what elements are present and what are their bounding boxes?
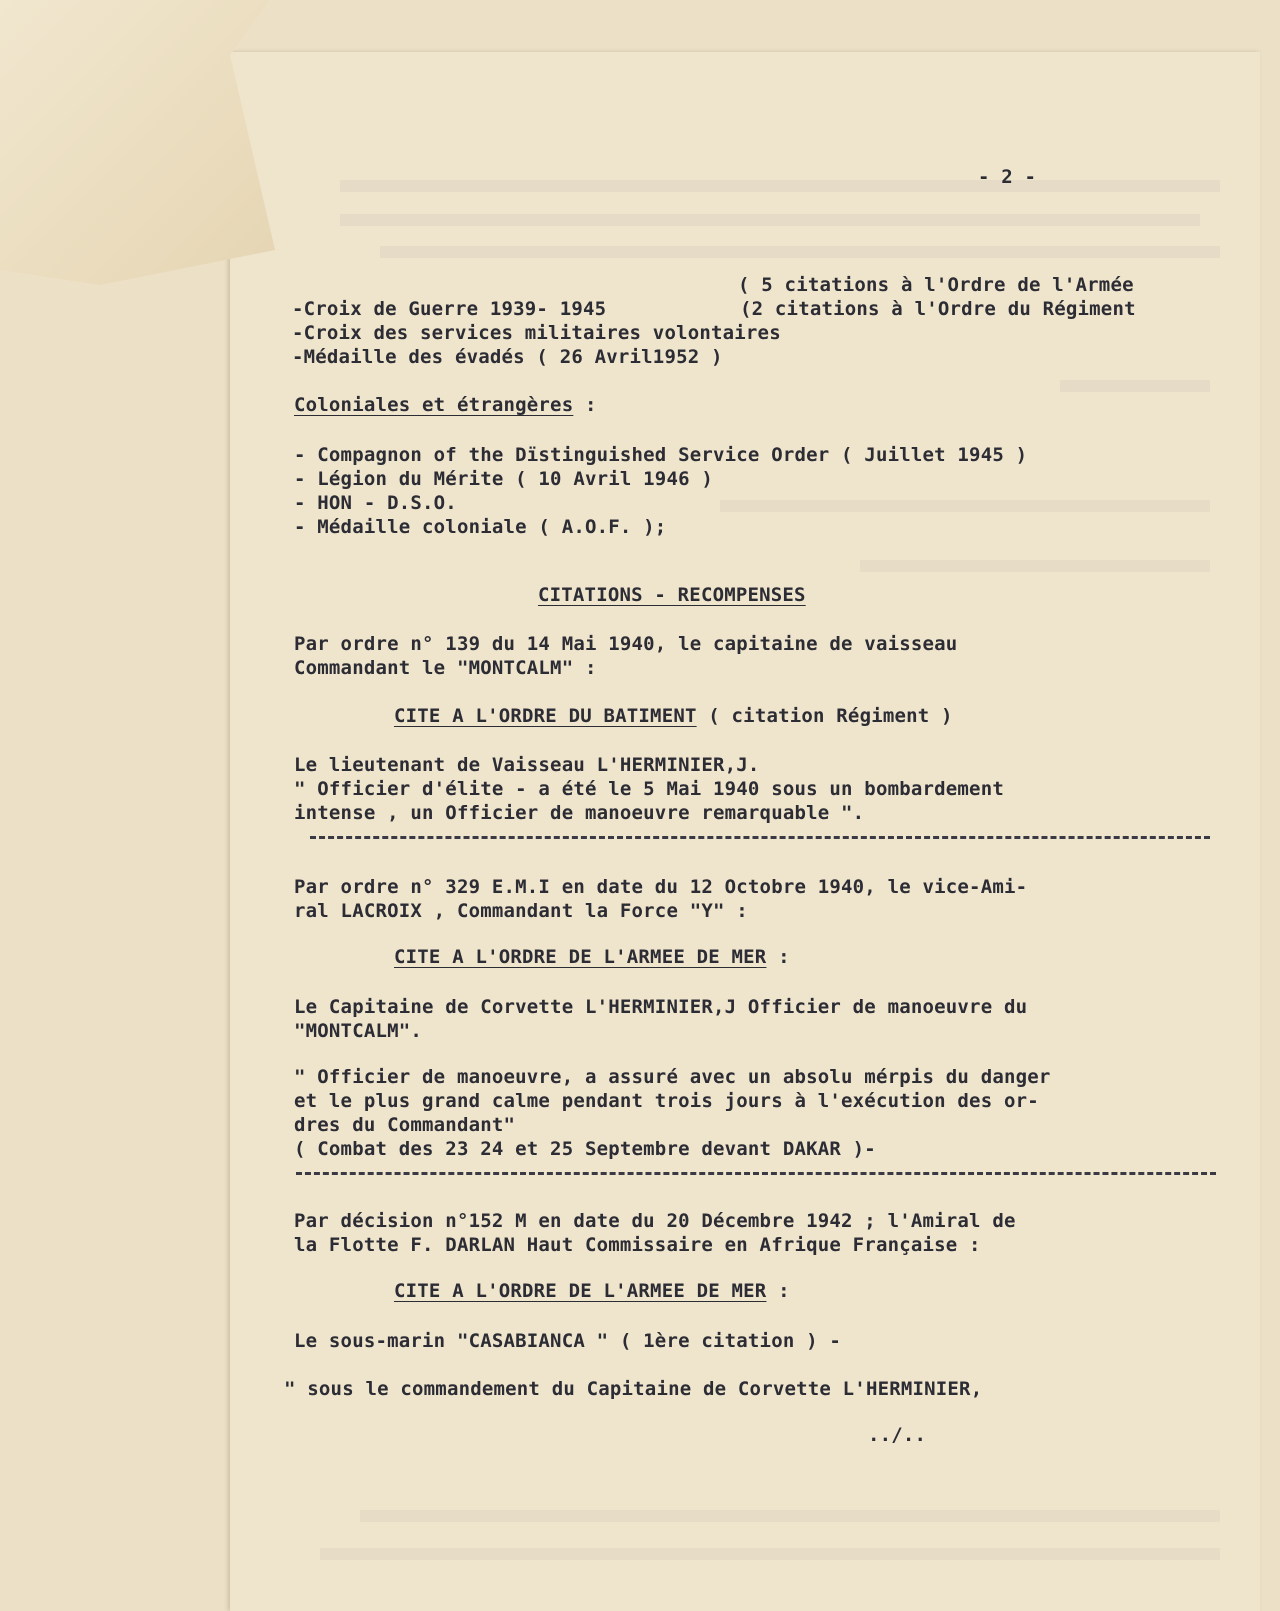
- page-number: - 2 -: [978, 166, 1037, 188]
- citation-1-cite-note: ( citation Régiment ): [696, 705, 953, 727]
- citation-2-text: ( Combat des 23 24 et 25 Septembre devant DAKAR )-: [294, 1138, 876, 1160]
- continuation-mark: ../..: [868, 1424, 927, 1446]
- decoration-citations-armee: ( 5 citations à l'Ordre de l'Armée: [738, 274, 1134, 296]
- coloniales-colon: :: [573, 394, 597, 416]
- citation-1-name: Le lieutenant de Vaisseau L'HERMINIER,J.: [294, 754, 760, 776]
- dashed-separator: [296, 1172, 1216, 1175]
- citation-1-cite: CITE A L'ORDRE DU BATIMENT: [394, 705, 697, 727]
- citation-3-cite-colon: :: [766, 1280, 790, 1302]
- citation-1-intro: Par ordre n° 139 du 14 Mai 1940, le capitaine de vaisseau: [294, 633, 958, 655]
- citation-1-cite-row: [394, 705, 953, 727]
- citation-2-intro: Par ordre n° 329 E.M.I en date du 12 Octobre 1940, le vice-Ami-: [294, 876, 1028, 898]
- decoration-croix-services: -Croix des services militaires volontaires: [292, 322, 781, 344]
- citations-heading: CITATIONS - RECOMPENSES: [538, 584, 806, 606]
- decoration-citations-regiment: (2 citations à l'Ordre du Régiment: [740, 298, 1136, 320]
- citation-3-intro: Par décision n°152 M en date du 20 Décembre 1942 ; l'Amiral de: [294, 1210, 1016, 1232]
- citation-1-text: " Officier d'élite - a été le 5 Mai 1940 sous un bombardement: [294, 778, 1004, 800]
- citation-3-cite-row: [394, 1280, 790, 1302]
- citation-2-cite-row: [394, 946, 790, 968]
- citation-2-cite: CITE A L'ORDRE DE L'ARMEE DE MER: [394, 946, 767, 968]
- dashed-separator: [310, 836, 1210, 839]
- citation-3-name: Le sous-marin "CASABIANCA " ( 1ère citation ) -: [294, 1330, 842, 1352]
- citation-2-text: " Officier de manoeuvre, a assuré avec un absolu mérpis du danger: [294, 1066, 1051, 1088]
- citation-3-intro: la Flotte F. DARLAN Haut Commissaire en Afrique Française :: [294, 1234, 981, 1256]
- citation-2-cite-colon: :: [766, 946, 790, 968]
- coloniales-item: - HON - D.S.O.: [294, 492, 457, 514]
- citation-2-name: "MONTCALM".: [294, 1020, 423, 1042]
- coloniales-item: - Médaille coloniale ( A.O.F. );: [294, 516, 667, 538]
- citation-2-text: dres du Commandant": [294, 1114, 516, 1136]
- citation-3-text: " sous le commandement du Capitaine de Corvette L'HERMINIER,: [284, 1378, 983, 1400]
- coloniales-heading-row: [294, 394, 597, 416]
- citation-1-text: intense , un Officier de manoeuvre remarquable ".: [294, 802, 865, 824]
- coloniales-item: - Compagnon of the Dïstinguished Service Order ( Juillet 1945 ): [294, 444, 1028, 466]
- decoration-medaille-evades: -Médaille des évadés ( 26 Avril1952 ): [292, 346, 723, 368]
- citation-2-text: et le plus grand calme pendant trois jours à l'exécution des or-: [294, 1090, 1039, 1112]
- citation-1-intro: Commandant le "MONTCALM" :: [294, 657, 597, 679]
- coloniales-item: - Légion du Mérite ( 10 Avril 1946 ): [294, 468, 714, 490]
- citation-2-name: Le Capitaine de Corvette L'HERMINIER,J Officier de manoeuvre du: [294, 996, 1028, 1018]
- decoration-croix-guerre: -Croix de Guerre 1939- 1945: [292, 298, 607, 320]
- citation-3-cite: CITE A L'ORDRE DE L'ARMEE DE MER: [394, 1280, 767, 1302]
- citation-2-intro: ral LACROIX , Commandant la Force "Y" :: [294, 900, 748, 922]
- coloniales-heading: Coloniales et étrangères: [294, 394, 574, 416]
